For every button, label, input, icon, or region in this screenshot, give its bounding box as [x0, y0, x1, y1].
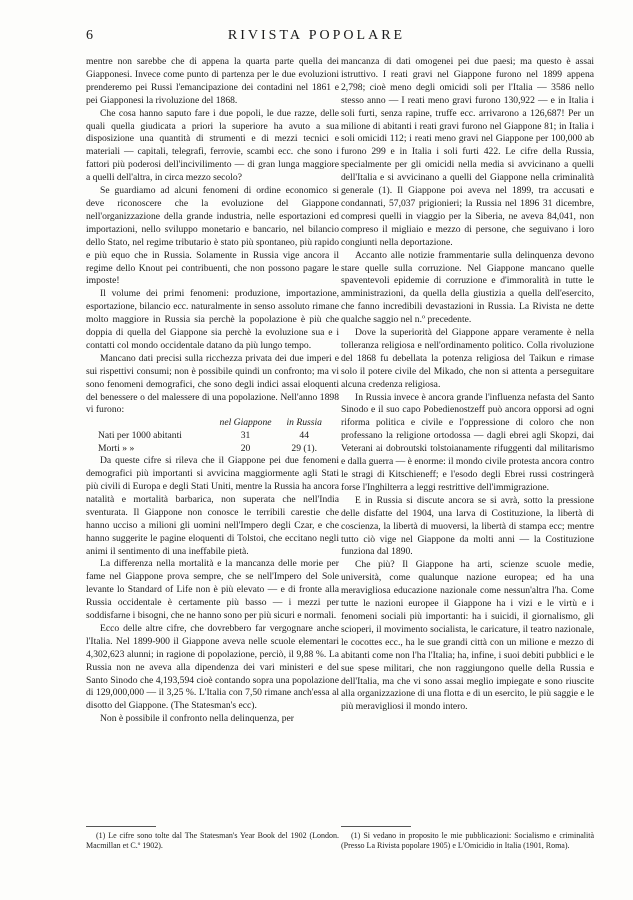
cell-births-japan: 31 — [240, 429, 251, 441]
left-paragraph-6: Da queste cifre si rileva che il Giappone pei due fenomeni demografici più importanti si avvicina maggiormente agli Stati più civili di Europa e degli Stati Uniti, mentre la Russia ha ancora natalità e mortalità barbarica, non superata che nell'India sventurata. Il Giappone non conosce le terribili carestie che hanno ucciso a milioni gli uomini nell'Impero degli Czar, e che hanno suggerite le pagine eloquenti di Tolstoi, che eccitano negli animi il sentimento di una ineffabile pietà. — [86, 455, 339, 557]
right-column — [341, 56, 594, 714]
footnote-rule — [341, 826, 411, 827]
page-number: 6 — [86, 28, 93, 43]
footnote-text: (1) Le cifre sono tolte dal The Statesman's Year Book del 1902 (London. Macmillan et C.º 1902). — [86, 831, 339, 850]
right-paragraph-5: E in Russia si discute ancora se si avrà, sotto la pressione delle disfatte del 1904, una larva di Costituzione, la libertà di coscienza, la libertà di muoversi, la libertà di stampa ecc; mentre tutto ciò vige nel Giappone da molti anni — la Costituzione funziona dal 1890. — [341, 494, 594, 558]
left-paragraph-8: Ecco delle altre cifre, che dovrebbero far vergognare anche l'Italia. Nel 1899-900 il Giappone aveva nelle scuole elementari 4,302,623 alunni; in ragione di popolazione, perciò, il 9,88 %. La Russia non ne aveva alla dipendenza dei vari ministeri e del Santo Sinodo che 4,193,594 cioè contando sopra una popolazione di 129,000,000 — il 3,25 %. L'Italia con 7,50 rimane anch'essa al disotto del Giappone. (The Statesman's ecc). — [86, 622, 339, 712]
left-paragraph-9: Non è possibile il confronto nella delinquenza, per — [100, 713, 294, 725]
table-row — [98, 443, 328, 456]
cell-deaths-russia: 29 (1). — [291, 442, 317, 454]
right-paragraph-1: mancanza di dati omogenei pei due paesi; ma questo è assai istruttivo. I reati gravi nel Giappone furono nel 1899 appena 2,798; cioè meno degli omicidi soli per l'Italia — 3586 nello stesso anno — I reati meno gravi furono 130,922 — e in Italia i soli furti, senza rapine, truffe ecc. arrivarono a 126,687! Per un milione di abitanti i reati gravi furono nel Giappone 81; in Italia i soli omicidi 112; i reati meno gravi nel Giappone per 100,000 ab furono 299 e in Italia i soli furti 422. Le cifre della Russia, specialmente per gli omicidi nella media si avvicinano a quelli dell'Italia e si avvicinano a quelli del Giappone nella criminalità generale (1). Il Giappone poi aveva nel 1899, tra accusati e condannati, 57,037 prigionieri; la Russia nel 1896 31 dicembre, compresi quelli in viaggio per la Siberia, ne aveva 84,041, non compreso il migliaio e mezzo di persone, che seguivano i loro congiunti nella deportazione. — [341, 56, 594, 248]
right-paragraph-6: Che più? Il Giappone ha arti, scienze scuole medie, università, come qualunque nazione europea; ed ha una meravigliosa educazione nazionale come nessun'altra l'ha. Come tutte le nazioni europee il Giappone ha i vizi e le virtù e i fenomeni sociali più importanti: ha i suicidi, il giornalismo, gli scioperi, il movimento socialista, le caricature, il teatro nazionale, le cocottes ecc., ha le sue grandi città con un milione e mezzo di abitanti come non l'ha l'Italia; ha, infine, i suoi debiti pubblici e le sue spese militari, che non raggiungono quelle della Russia e dell'Italia, ma che vi sono assai meglio impiegate e sono riuscite alla organizzazione di una flotta e di un esercito, le più saggie e le più meravigliosi il mondo intero. — [341, 559, 594, 713]
table-row — [98, 430, 328, 443]
footnote-text: (1) Si vedano in proposito le mie pubblicazioni: Socialismo e criminalità (Presso La Rivista popolare 1905) e L'Omicidio in Italia (1901, Roma). — [341, 831, 594, 850]
right-paragraph-3: Dove la superiorità del Giappone appare veramente è nella tolleranza religiosa e nell'ordinamento politico. Colla rivoluzione del 1868 fu debellata la potenza religiosa del Taikun e rimase solo il potere civile del Mikado, che non si attenta a perseguitare alcuna credenza religiosa. — [341, 327, 594, 390]
left-paragraph-1: mentre non sarebbe che di appena la quarta parte quella dei Giapponesi. Invece come punto di partenza per le due evoluzioni prenderemo pei Russi l'emancipazione dei contadini nel 1861 e pei Giapponesi la rivoluzione del 1868. — [86, 56, 339, 106]
cell-deaths-japan: 20 — [240, 442, 251, 454]
page-header — [0, 28, 633, 48]
journal-title: RIVISTA POPOLARE — [227, 28, 406, 43]
left-footnote — [86, 820, 339, 851]
left-column — [86, 56, 339, 726]
left-paragraph-4: Il volume dei primi fenomeni: produzione, importazione, esportazione, bilancio ecc. naturalmente in senso assoluto rimane molto maggiore in Russia sia perchè la popolazione è più che doppia di quella del Giappone sia perchè la evoluzione sua e i contatti col mondo occidentale datano da più lungo tempo. — [86, 288, 339, 351]
left-paragraph-2: Che cosa hanno saputo fare i due popoli, le due razze, delle quali quella giudicata a priori la superiore ha avuto a sua disposizione una quantità di strumenti e di mezzi tecnici e materiali — capitali, telegrafi, ferrovie, scambi ecc. che sono i fattori più poderosi dell'incivilimento — di gran lunga maggiore a quelli dell'altra, in circa mezzo secolo? — [86, 107, 339, 184]
table-header-japan: nel Giappone — [219, 417, 272, 429]
left-paragraph-3: Se guardiamo ad alcuni fenomeni di ordine economico si deve riconoscere che la evoluzione del Giappone nell'organizzazione della grande industria, nelle esportazioni ed importazioni, nello sviluppo monetario e bancario, nel bilancio dello Stato, nel regime tributario è stato più spontaneo, più rapido e più equo che in Russia. Solamente in Russia vige ancora il regime dello Knout pei contribuenti, che non possono pagare le imposte! — [86, 185, 339, 287]
table-header-russia: in Russia — [286, 417, 322, 429]
right-paragraph-4: In Russia invece è ancora grande l'influenza nefasta del Santo Sinodo e il suo capo Pobedienostzeff può ancora opporsi ad ogni riforma politica e civile e l'oppressione di coloro che non professano la religione ortodossa — dagli ebrei agli Skopzi, dai Veterani ai dobroutski tolstoianamente rifuggenti dal militarismo e dalla guerra — è enorme: il mondo civile protesta ancora contro le stragi di Kitschieneff; e l'esodo degli Ebrei russi costringerà forse l'Inghilterra a leggi restrittive dell'immigrazione. — [341, 391, 594, 493]
row-label-births: Nati per 1000 abitanti — [98, 429, 182, 441]
footnote-rule — [86, 826, 156, 827]
left-paragraph-7: La differenza nella mortalità e la mancanza delle morie per fame nel Giappone prova sempre, che se nell'Impero del Sole levante lo Standard of Life non è più elevato — e di fronte alla Russia occidentale è certamente più basso — i mezzi per soddisfarne i bisogni, che ne hanno sono per più sicuri e normali. — [86, 558, 339, 622]
row-label-deaths: Morti » » — [98, 442, 135, 454]
cell-births-russia: 44 — [299, 429, 309, 441]
left-paragraph-5: Mancano dati precisi sulla ricchezza privata dei due imperi e sui rispettivi consumi; non è possibile quindi un confronto; ma vi sono fenomeni demografici, che sono degli indici assai eloquenti del benessere o del malessere di una popolazione. Nell'anno 1898 vi furono: — [86, 352, 339, 416]
demographic-table — [98, 417, 328, 455]
right-paragraph-2: Accanto alle notizie frammentarie sulla delinquenza devono stare quelle sulla corruzione. Nel Giappone mancano quelle spaventevoli epidemie di corruzione e d'immoralità in tutte le amministrazioni, da quella della giustizia a quella dell'esercito, che fanno incredibili devastazioni in Russia. La Rivista ne dette qualche saggio nel n.º precedente. — [341, 249, 594, 326]
right-footnote — [341, 820, 594, 851]
